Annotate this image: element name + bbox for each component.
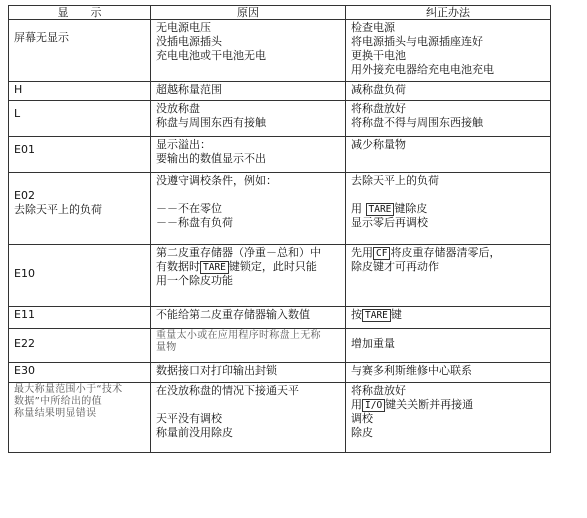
table-row — [9, 20, 551, 82]
remedy-text: 更换干电池 — [351, 49, 406, 62]
display-cell — [9, 82, 151, 101]
remedy-text: 用 — [351, 398, 362, 411]
remedy-cell — [346, 173, 551, 245]
cause-text: 超越称量范围 — [156, 83, 222, 96]
display-text: E22 — [14, 337, 35, 350]
cause-text: 显示溢出： — [156, 138, 211, 151]
cause-text: 数据接口对打印输出封锁 — [156, 364, 277, 377]
display-text: E01 — [14, 143, 35, 156]
cause-text: 没插电源插头 — [156, 35, 222, 48]
remedy-cell — [346, 82, 551, 101]
cause-text: 要输出的数值显示不出 — [156, 152, 266, 165]
cause-cell — [151, 173, 346, 245]
display-text: 数据”中所给出的值 — [14, 396, 102, 407]
display-text: E02 — [14, 189, 35, 202]
remedy-text — [351, 202, 545, 216]
remedy-cell — [346, 20, 551, 82]
remedy-cell — [346, 383, 551, 453]
display-cell — [9, 363, 151, 383]
cause-text: 称盘与周围东西有接触 — [156, 116, 266, 129]
remedy-text: 用外接充电器给充电电池充电 — [351, 63, 494, 76]
remedy-text: 显示零后再调校 — [351, 216, 428, 229]
header-display: 显 示 — [9, 6, 151, 20]
display-cell — [9, 307, 151, 329]
header-remedy: 纠正办法 — [346, 6, 551, 20]
header-row — [9, 6, 551, 20]
remedy-text: 用 — [351, 202, 362, 215]
remedy-text: 键除皮 — [394, 202, 428, 215]
table-row — [9, 307, 551, 329]
table-row — [9, 245, 551, 307]
cause-cell — [151, 82, 346, 101]
cause-text: －－不在零位 — [156, 202, 222, 215]
display-text: 称量结果明显错误 — [14, 408, 97, 419]
remedy-text: 键关关断并再接通 — [385, 398, 474, 411]
remedy-text: 减少称量物 — [351, 138, 406, 151]
display-cell — [9, 383, 151, 453]
remedy-cell — [346, 101, 551, 137]
cause-cell — [151, 383, 346, 453]
cause-cell — [151, 307, 346, 329]
cause-text: 用一个除皮功能 — [156, 274, 233, 287]
table-row — [9, 383, 551, 453]
table-row — [9, 82, 551, 101]
display-cell — [9, 329, 151, 363]
remedy-cell — [346, 245, 551, 307]
remedy-text: 调校 — [351, 412, 373, 425]
display-cell — [9, 137, 151, 173]
remedy-text: 去除天平上的负荷 — [351, 174, 439, 187]
cause-text: 不能给第二皮重存储器输入数值 — [156, 308, 310, 321]
cf-key: CF — [373, 247, 390, 260]
remedy-text: 与赛多利斯维修中心联系 — [351, 364, 472, 377]
troubleshooting-table — [8, 5, 551, 453]
cause-text: 没放称盘 — [156, 102, 200, 115]
cause-text: 称量前没用除皮 — [156, 426, 233, 439]
power-key: I/O — [362, 399, 385, 412]
remedy-text: 将皮重存储器清零后， — [390, 246, 501, 259]
table-row — [9, 173, 551, 245]
remedy-text: 检查电源 — [351, 21, 395, 34]
remedy-text: 键 — [390, 308, 402, 321]
remedy-text: 将称盘放好 — [351, 384, 406, 397]
display-text: E30 — [14, 364, 35, 377]
cause-cell — [151, 137, 346, 173]
display-text: 最大称量范围小于“技术 — [14, 384, 123, 395]
table-row — [9, 329, 551, 363]
display-text: 屏幕无显示 — [14, 31, 69, 44]
remedy-text: 按 — [351, 308, 362, 321]
remedy-cell — [346, 137, 551, 173]
remedy-text: 除皮 — [351, 426, 373, 439]
cause-text: 重量太小或在应用程序时称盘上无称 — [156, 330, 321, 341]
header-cause: 原因 — [151, 6, 346, 20]
remedy-text: 将称盘放好 — [351, 102, 406, 115]
display-text: H — [14, 83, 23, 96]
cause-text: 第二皮重存储器（净重－总和）中 — [156, 246, 321, 259]
cause-cell — [151, 363, 346, 383]
tare-key: TARE — [366, 203, 395, 216]
cause-cell — [151, 20, 346, 82]
cause-cell — [151, 245, 346, 307]
table-row — [9, 137, 551, 173]
cause-text: 键锁定，此时只能 — [228, 260, 317, 273]
remedy-text: 将电源插头与电源插座连好 — [351, 35, 483, 48]
table-row — [9, 363, 551, 383]
cause-text — [156, 260, 340, 274]
cause-cell — [151, 101, 346, 137]
cause-text: 无电源电压 — [156, 21, 211, 34]
remedy-text — [351, 246, 545, 260]
remedy-cell — [346, 363, 551, 383]
display-text: 去除天平上的负荷 — [14, 203, 102, 216]
cause-text: 在没放称盘的情况下接通天平 — [156, 384, 299, 397]
remedy-text: 先用 — [351, 246, 373, 259]
cause-text: －－称盘有负荷 — [156, 216, 233, 229]
display-cell — [9, 20, 151, 82]
display-cell — [9, 245, 151, 307]
display-text: E10 — [14, 267, 35, 280]
cause-text: 量物 — [156, 342, 177, 353]
display-cell — [9, 101, 151, 137]
cause-text: 有数据时 — [156, 260, 200, 273]
display-cell — [9, 173, 151, 245]
remedy-text — [351, 398, 545, 412]
remedy-text: 将称盘不得与周围东西接触 — [351, 116, 483, 129]
cause-text: 充电电池或干电池无电 — [156, 49, 266, 62]
display-text: L — [14, 107, 21, 120]
cause-cell — [151, 329, 346, 363]
cause-text: 天平没有调校 — [156, 412, 222, 425]
remedy-text: 除皮键才可再动作 — [351, 260, 439, 273]
cause-text: 没遵守调校条件，例如： — [156, 174, 277, 187]
table-row — [9, 101, 551, 137]
tare-key: TARE — [200, 261, 229, 274]
remedy-cell — [346, 329, 551, 363]
tare-key: TARE — [362, 309, 391, 322]
display-text: E11 — [14, 308, 35, 321]
remedy-cell — [346, 307, 551, 329]
remedy-text — [351, 308, 545, 322]
remedy-text: 增加重量 — [351, 337, 395, 350]
remedy-text: 减称盘负荷 — [351, 83, 406, 96]
